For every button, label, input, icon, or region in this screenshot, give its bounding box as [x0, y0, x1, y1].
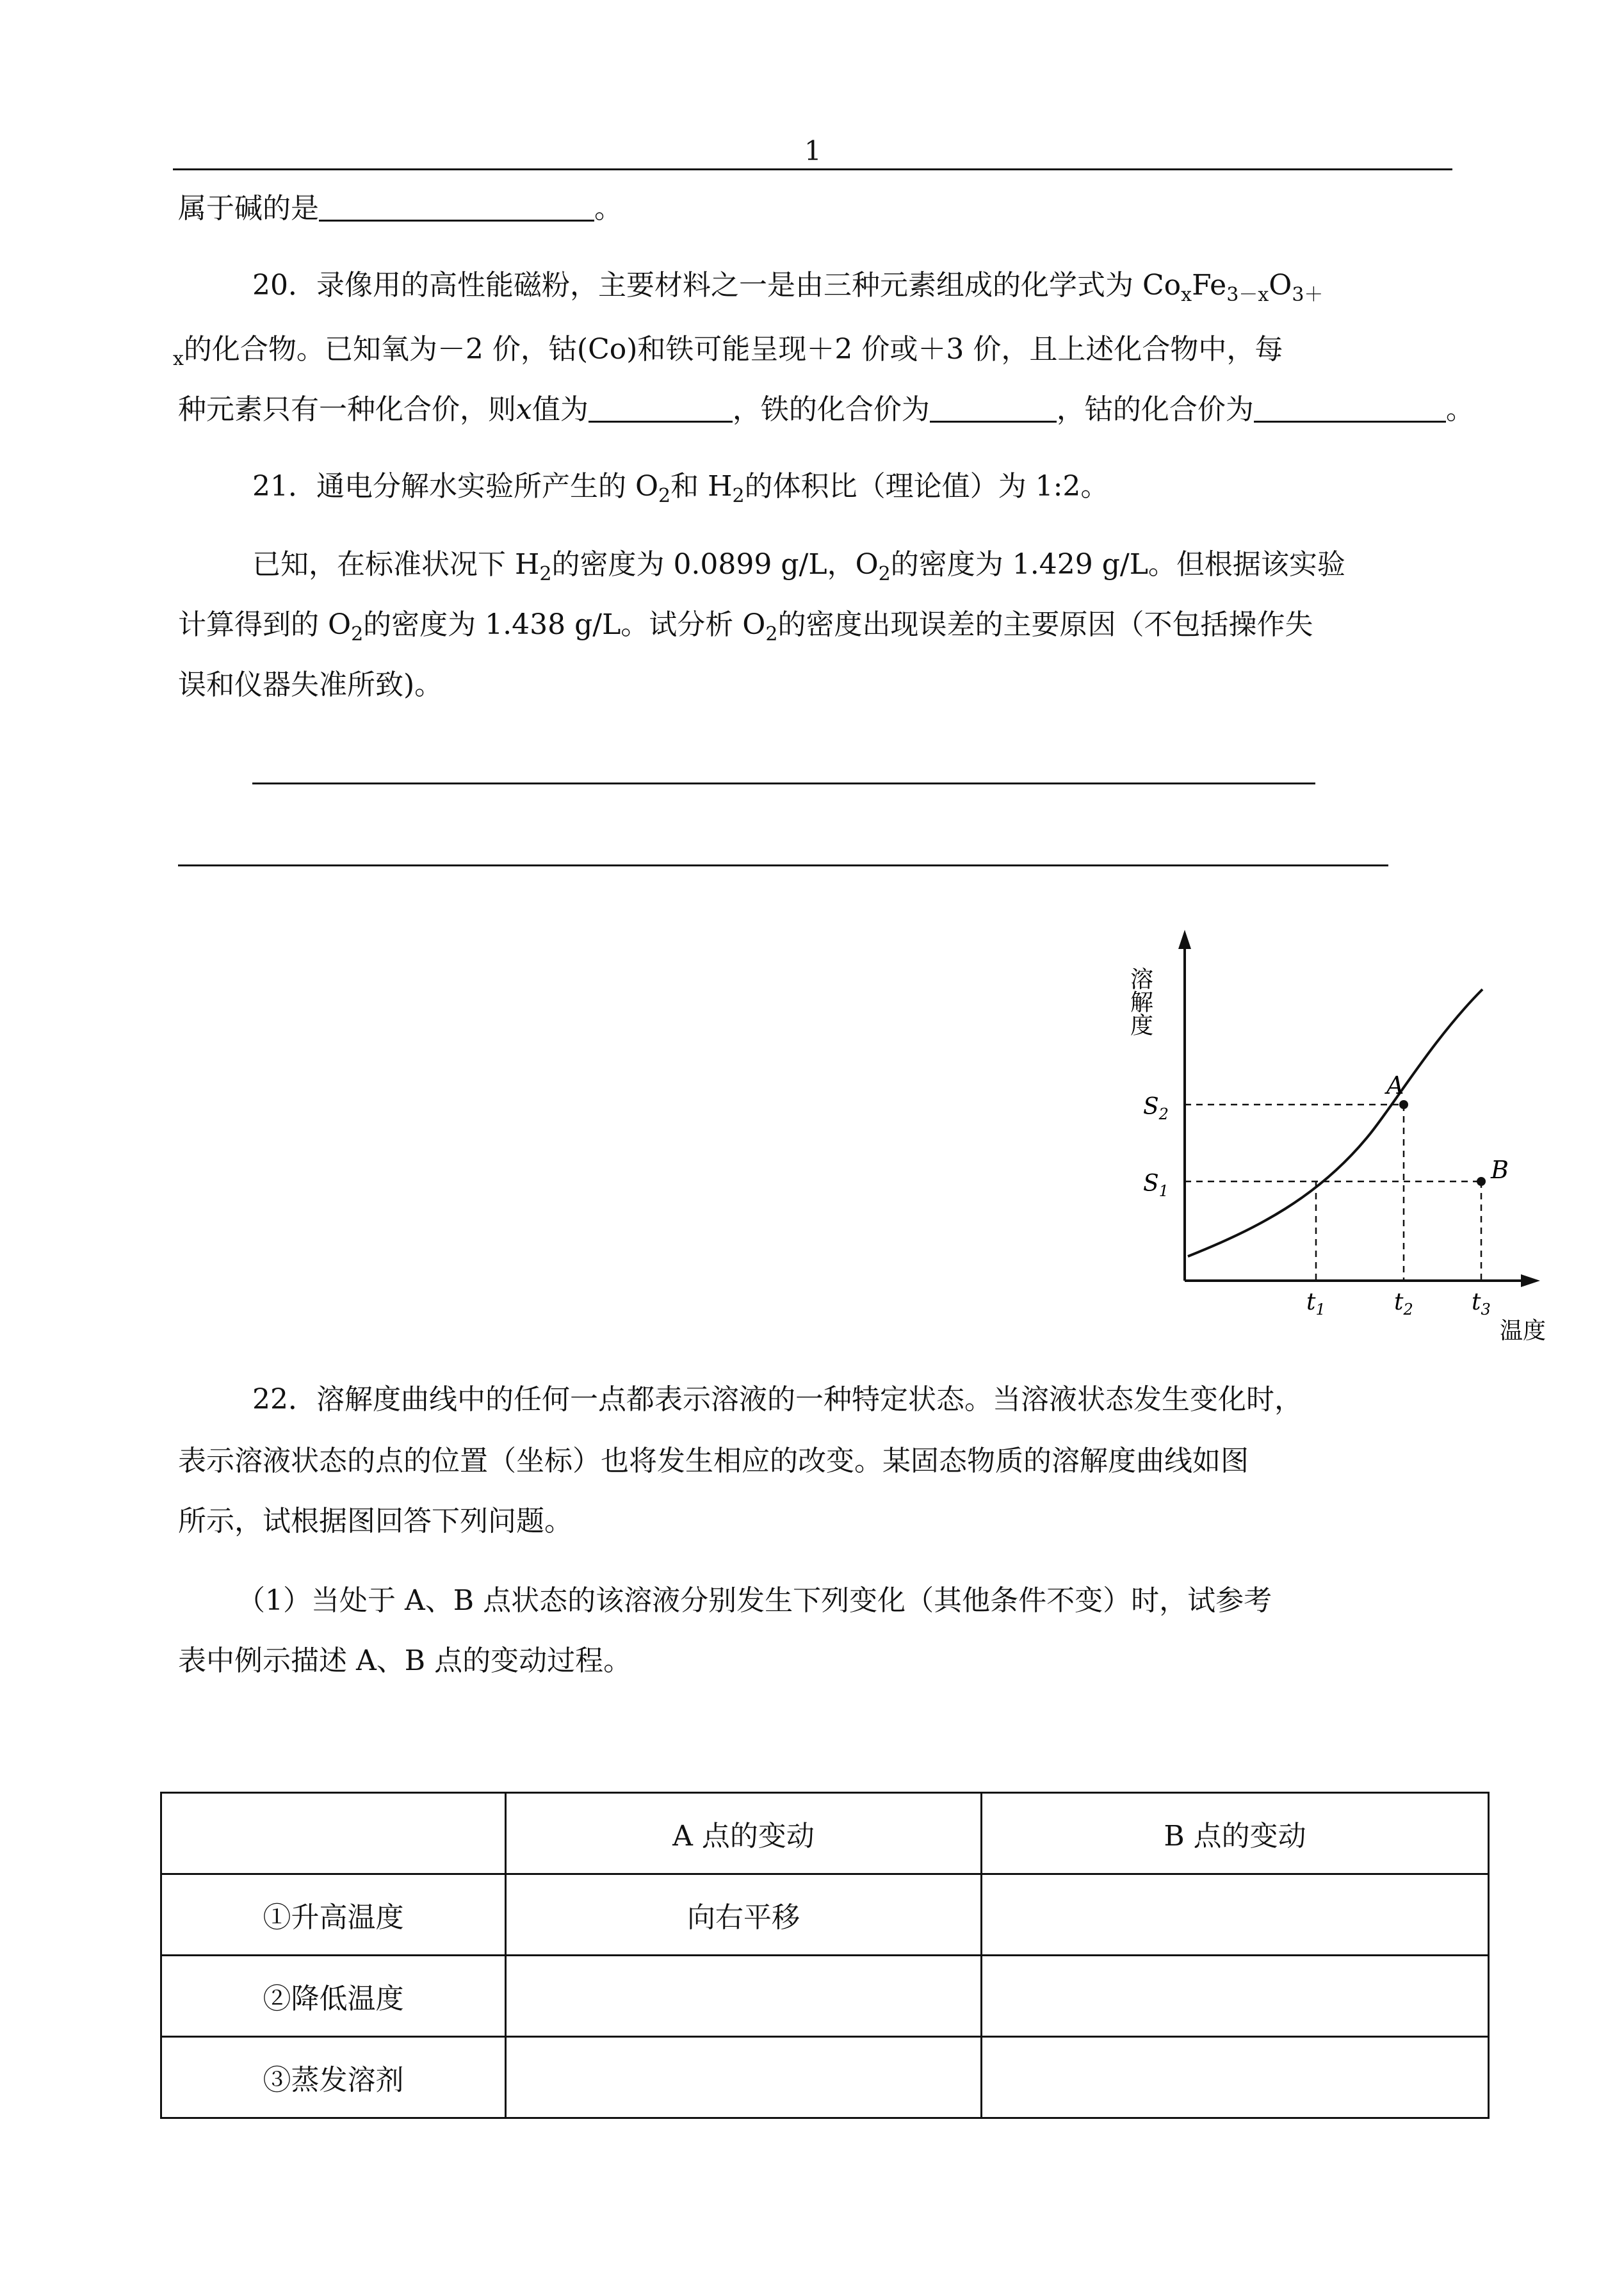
- table-cell: ②降低温度: [161, 1956, 506, 2037]
- formula-sub-3plus: 3＋: [1292, 284, 1324, 306]
- q20-line3-d: ，钴的化合价为: [1056, 393, 1254, 426]
- table-cell: ③蒸发溶剂: [161, 2037, 506, 2118]
- x-axis-arrow: [1521, 1274, 1540, 1287]
- q21-sub1: 2: [658, 485, 671, 507]
- q19-line: [178, 190, 622, 228]
- q21-line3-b: 的密度为 1.438 g/L。试分析 O: [363, 608, 766, 641]
- table-header-cell: [161, 1793, 506, 1874]
- q21-line1-a: 21．通电分解水实验所产生的 O: [252, 470, 659, 503]
- q21-answer-line-1[interactable]: [252, 783, 1315, 784]
- q21-line3-sub1: 2: [351, 623, 364, 645]
- q19-text: 属于碱的是: [178, 192, 319, 225]
- q20-line2-sub: x: [173, 348, 184, 370]
- solubility-curve: [1188, 989, 1482, 1256]
- q20-fe-blank[interactable]: [930, 393, 1057, 423]
- q19-end: 。: [594, 192, 622, 225]
- q22-line4: （1）当处于 A、B 点状态的该溶液分别发生下列变化（其他条件不变）时，试参考: [237, 1584, 1272, 1617]
- point-b: [1477, 1177, 1486, 1186]
- q21-line2-c: 的密度为 1.429 g/L。但根据该实验: [890, 548, 1345, 581]
- answer-table: [160, 1792, 1490, 2119]
- q20-line2: [173, 330, 1283, 378]
- page-number: 1: [804, 135, 822, 166]
- formula-sub-3minusx: 3－x: [1226, 284, 1269, 306]
- q22-line5: 表中例示描述 A、B 点的变动过程。: [178, 1644, 632, 1677]
- y-axis-label: 溶解度: [1127, 967, 1153, 1036]
- q20-line2-text: 的化合物。已知氧为－2 价，钴(Co)和铁可能呈现＋2 价或＋3 价，且上述化合物中，每: [183, 333, 1283, 366]
- q21-line2-a: 已知，在标准状况下 H: [252, 548, 540, 581]
- table-answer-cell[interactable]: [506, 2037, 982, 2118]
- table-answer-cell[interactable]: [506, 1956, 982, 2037]
- q20-x-blank[interactable]: [589, 393, 733, 423]
- q21-line4: 误和仪器失准所致)。: [178, 669, 443, 701]
- table-answer-cell[interactable]: [982, 2037, 1489, 2118]
- table-header-cell: B 点的变动: [982, 1793, 1489, 1874]
- formula-o: O: [1269, 269, 1292, 302]
- point-a-label: A: [1386, 1071, 1404, 1099]
- q21-line1-c: 的体积比（理论值）为 1:2。: [744, 470, 1109, 503]
- q22-line2: 表示溶液状态的点的位置（坐标）也将发生相应的改变。某固态物质的溶解度曲线如图: [178, 1445, 1249, 1477]
- tick-t1: $t_1$: [1306, 1289, 1326, 1318]
- table-header-cell: A 点的变动: [506, 1793, 982, 1874]
- table-row: [161, 1874, 1489, 1956]
- q21-line2-sub2: 2: [878, 563, 891, 585]
- q20-line1: [252, 266, 1323, 314]
- tick-t2: $t_2$: [1394, 1289, 1413, 1318]
- table-row: [161, 2037, 1489, 2118]
- q21-line3: [178, 606, 1313, 654]
- q19-answer-blank[interactable]: [319, 191, 594, 222]
- q20-line3-b: 值为: [532, 393, 589, 426]
- formula-sub-x: x: [1181, 284, 1192, 306]
- q21-line1: [252, 467, 1108, 515]
- point-a: [1399, 1100, 1408, 1109]
- q20-x-var: x: [516, 393, 532, 426]
- q20-line1-text: 20．录像用的高性能磁粉，主要材料之一是由三种元素组成的化学式为 Co: [252, 269, 1181, 302]
- tick-s2: $S_2$: [1143, 1094, 1169, 1123]
- q22-line1: 22．溶解度曲线中的任何一点都表示溶液的一种特定状态。当溶液状态发生变化时，: [252, 1383, 1303, 1416]
- table-row: [161, 1956, 1489, 2037]
- q21-line1-b: 和 H: [670, 470, 733, 503]
- q21-sub2: 2: [732, 485, 745, 507]
- tick-s1: $S_1$: [1143, 1171, 1169, 1200]
- x-axis-label: 温度: [1500, 1318, 1547, 1344]
- q21-line2: [252, 546, 1345, 594]
- q22-line3: 所示，试根据图回答下列问题。: [178, 1505, 572, 1537]
- q21-line3-sub2: 2: [765, 623, 778, 645]
- table-cell: ①升高温度: [161, 1874, 506, 1956]
- y-axis-arrow: [1178, 930, 1191, 949]
- table-header-row: [161, 1793, 1489, 1874]
- q21-line2-sub1: 2: [539, 563, 552, 585]
- header-rule: [173, 168, 1452, 170]
- q20-co-blank[interactable]: [1254, 393, 1446, 423]
- solubility-chart: [1127, 922, 1569, 1364]
- q21-line3-a: 计算得到的 O: [178, 608, 352, 641]
- q20-line3: [178, 391, 1474, 429]
- point-b-label: B: [1491, 1156, 1509, 1184]
- table-answer-cell[interactable]: [982, 1874, 1489, 1956]
- q20-line3-a: 种元素只有一种化合价，则: [178, 393, 516, 426]
- q21-line2-b: 的密度为 0.0899 g/L，O: [551, 548, 879, 581]
- q21-answer-line-2[interactable]: [178, 864, 1388, 866]
- q21-line3-c: 的密度出现误差的主要原因（不包括操作失: [777, 608, 1313, 641]
- table-answer-cell[interactable]: [982, 1956, 1489, 2037]
- q20-line3-c: ，铁的化合价为: [732, 393, 930, 426]
- formula-fe: Fe: [1192, 269, 1227, 302]
- tick-t3: $t_3$: [1472, 1289, 1491, 1318]
- q20-line3-e: 。: [1445, 393, 1474, 426]
- table-cell: 向右平移: [506, 1874, 982, 1956]
